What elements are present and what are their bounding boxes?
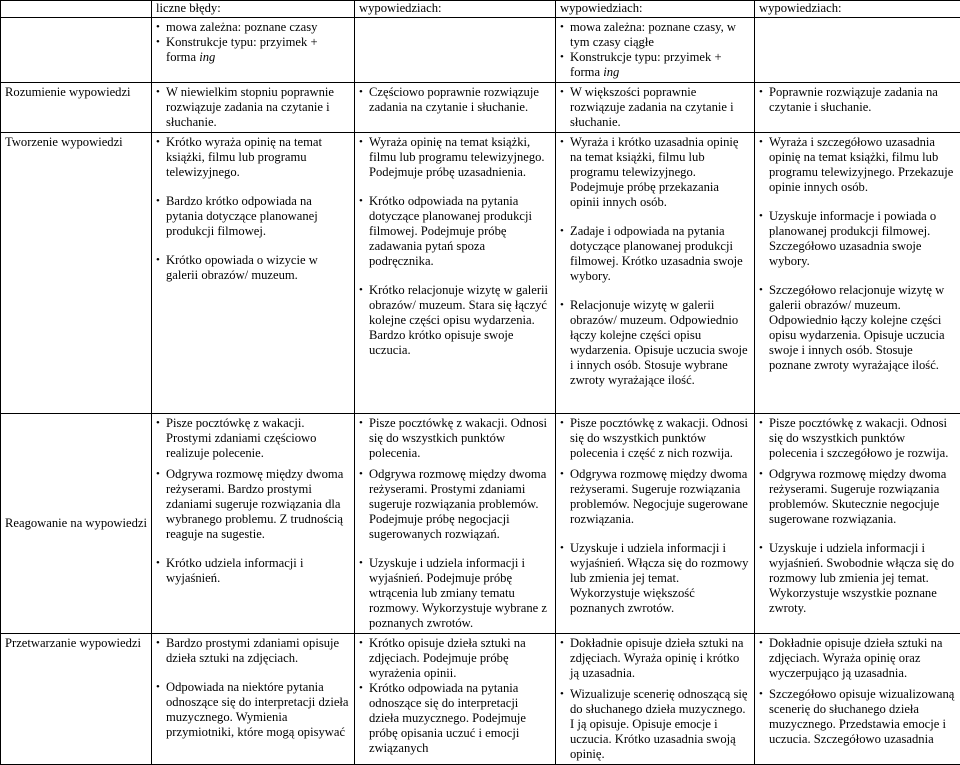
criterion-text: Krótko relacjonuje wizytę w galerii obrazów/ muzeum. Stara się łączyć kolejne części opisu wydarzenia. Bardzo krótko opisuje swoje uczucia. bbox=[369, 283, 551, 358]
criterion-text: W większości poprawnie rozwiązuje zadania na czytanie i słuchanie. bbox=[570, 85, 750, 130]
criterion-text: Dokładnie opisuje dzieła sztuki na zdjęciach. Wyraża opinię oraz wyczerpująco ją uzasadnia. bbox=[769, 636, 956, 681]
row-reagowanie: Reagowanie na wypowiedzi • Pisze pocztówkę z wakacji. Prostymi zdaniami częściowo realizuje polecenie. • Odgrywa rozmowę między dwoma reżyserami. Bardzo prostymi zdaniami sugeruje rozwiązania dla wybranego problemu. Z trudnością reaguje na sugestie. • Krótko udziela informacji i wyjaśnień. • Pisze pocztówkę z wakacji. Odnosi się do wszystkich punktów polecenia. • Odgrywa rozmowę między dwoma reżyserami. Prostymi zdaniami sugeruje rozwiązania problemów. Podejmuje próbę negocjacji sugerowanych rozwiązań. • Uzyskuje i udziela informacji i wyjaśnień. Podejmuje próbę wtrącenia lub zmiany tematu rozmowy. Wykorzystuje wybrane z poznanych zwrotów. • Pisze pocztówkę z wakacji. Odnosi się do wszystkich punktów polecenia i część z nich rozwija. • Odgrywa rozmowę między dwoma reżyserami. Sugeruje rozwiązania problemów. Negocjuje sugerowane rozwiązania. • Uzyskuje i udziela informacji i wyjaśnień. Włącza się do rozmowy lub zmienia jej temat. Wykorzystuje większość poznanych zwrotów. • Pisze pocztówkę z wakacji. Odnosi się do wszystkich punktów polecenia i szczegółowo je rozwija. • Odgrywa rozmowę między dwoma reżyserami. Sugeruje rozwiązania problemów. Skutecznie negocjuje sugerowane rozwiązania. • Uzyskuje i udziela informacji i wyjaśnień. Swobodnie włącza się do rozmowy lub zmienia jej temat. Wykorzystuje wszystkie poznane zwroty. bbox=[1, 414, 960, 634]
grammar-cell-1: • mowa zależna: poznane czasy • Konstrukcje typu: przyimek + forma ing bbox=[152, 18, 355, 83]
header-cell-4: wypowiedziach: bbox=[755, 1, 960, 18]
grammar-row bbox=[1, 18, 960, 83]
criterion-text: Uzyskuje i udziela informacji i wyjaśnień. Podejmuje próbę wtrącenia lub zmiany tematu rozmowy. Wykorzystuje wybrane z poznanych zwrotów. bbox=[369, 556, 551, 631]
criterion-text: W niewielkim stopniu poprawnie rozwiązuje zadania na czytanie i słuchanie. bbox=[166, 85, 350, 130]
header-cell-3: wypowiedziach: bbox=[556, 1, 755, 18]
row-przetwarzanie: Przetwarzanie wypowiedzi • Bardzo prostymi zdaniami opisuje dzieła sztuki na zdjęciach. • Odpowiada na niektóre pytania odnoszące się do interpretacji dzieła muzycznego. Wymienia przymiotniki, które mogą opisywać • Krótko opisuje dzieła sztuki na zdjęciach. Podejmuje próbę wyrażenia opinii. • Krótko odpowiada na pytania odnoszące się do interpretacji dzieła muzycznego. Podejmuje próbę opisania uczuć i emocji związanych • Dokładnie opisuje dzieła sztuki na zdjęciach. Wyraża opinię i krótko ją uzasadnia. • Wizualizuje scenerię odnoszącą się do słuchanego dzieła muzycznego. I ją opisuje. Opisuje emocje i uczucia. Krótko uzasadnia swoją opinię. • Dokładnie opisuje dzieła sztuki na zdjęciach. Wyraża opinię oraz wyczerpująco ją uzasadnia. • Szczegółowo opisuje wizualizowaną scenerię do słuchanego dzieła muzycznego. Przedstawia emocje i uczucia. Szczegółowo uzasadnia bbox=[1, 634, 960, 765]
row-label: Tworzenie wypowiedzi bbox=[1, 133, 152, 414]
criterion-text: Odgrywa rozmowę między dwoma reżyserami. Sugeruje rozwiązania problemów. Skutecznie negocjuje sugerowane rozwiązania. bbox=[769, 467, 956, 527]
criterion-text: Częściowo poprawnie rozwiązuje zadania na czytanie i słuchanie. bbox=[369, 85, 551, 115]
header-cell-2: wypowiedziach: bbox=[355, 1, 556, 18]
criterion-text: Uzyskuje i udziela informacji i wyjaśnień. Włącza się do rozmowy lub zmienia jej temat. Wykorzystuje większość poznanych zwrotów. bbox=[570, 541, 750, 616]
row-label: Przetwarzanie wypowiedzi bbox=[1, 634, 152, 765]
row-tworzenie: Tworzenie wypowiedzi • Krótko wyraża opinię na temat książki, filmu lub programu telewizyjnego. • Bardzo krótko odpowiada na pytania dotyczące planowanej produkcji filmowej. • Krótko opowiada o wizycie w galerii obrazów/ muzeum. • Wyraża opinię na temat książki, filmu lub programu telewizyjnego. Podejmuje próbę uzasadnienia. • Krótko odpowiada na pytania dotyczące planowanej produkcji filmowej. Podejmuje próbę zadawania pytań spoza podręcznika. • Krótko relacjonuje wizytę w galerii obrazów/ muzeum. Stara się łączyć kolejne części opisu wydarzenia. Bardzo krótko opisuje swoje uczucia. • Wyraża i krótko uzasadnia opinię na temat książki, filmu lub programu telewizyjnego. Podejmuje próbę przekazania opinii innych osób. • Zadaje i odpowiada na pytania dotyczące planowanej produkcji filmowej. Krótko uzasadnia swoje wybory. • Relacjonuje wizytę w galerii obrazów/ muzeum. Odpowiednio łączy kolejne części opisu wydarzenia. Opisuje uczucia swoje i innych osób. Stosuje wybrane zwroty wyrażające ilość. • Wyraża i szczegółowo uzasadnia opinię na temat książki, filmu lub programu telewizyjnego. Przekazuje opinie innych osób. • Uzyskuje informacje i powiada o planowanej produkcji filmowej. Szczegółowo uzasadnia swoje wybory. • Szczegółowo relacjonuje wizytę w galerii obrazów/ muzeum. Odpowiednio łączy kolejne części opisu wydarzenia. Opisuje uczucia swoje i innych osób. Stosuje poznane zwroty wyrażające ilość. bbox=[1, 133, 960, 414]
criterion-text: Pisze pocztówkę z wakacji. Odnosi się do wszystkich punktów polecenia i część z nich rozwija. bbox=[570, 416, 750, 461]
header-cell-0 bbox=[1, 1, 152, 18]
criterion-text: Krótko odpowiada na pytania dotyczące planowanej produkcji filmowej. Podejmuje próbę zadawania pytań spoza podręcznika. bbox=[369, 194, 551, 269]
criterion-text: Pisze pocztówkę z wakacji. Odnosi się do wszystkich punktów polecenia i szczegółowo je rozwija. bbox=[769, 416, 956, 461]
criterion-text: Krótko wyraża opinię na temat książki, filmu lub programu telewizyjnego. bbox=[166, 135, 350, 180]
criterion-text: Krótko odpowiada na pytania odnoszące się do interpretacji dzieła muzycznego. Podejmuje próbę opisania uczuć i emocji związanych bbox=[369, 681, 551, 756]
grammar-cell-3: • mowa zależna: poznane czasy, w tym czasy ciągłe • Konstrukcje typu: przyimek + forma ing bbox=[556, 18, 755, 83]
criterion-text: Odpowiada na niektóre pytania odnoszące się do interpretacji dzieła muzycznego. Wymienia przymiotniki, które mogą opisywać bbox=[166, 680, 350, 740]
criterion-text: Odgrywa rozmowę między dwoma reżyserami. Sugeruje rozwiązania problemów. Negocjuje sugerowane rozwiązania. bbox=[570, 467, 750, 527]
row-label: Rozumienie wypowiedzi bbox=[1, 83, 152, 133]
criterion-text: Szczegółowo opisuje wizualizowaną scenerię do słuchanego dzieła muzycznego. Przedstawia emocje i uczucia. Szczegółowo uzasadnia bbox=[769, 687, 956, 747]
criterion-text: Odgrywa rozmowę między dwoma reżyserami. Prostymi zdaniami sugeruje rozwiązania problemów. Podejmuje próbę negocjacji sugerowanych rozwiązań. bbox=[369, 467, 551, 542]
header-cell-1: liczne błędy: bbox=[152, 1, 355, 18]
criterion-text: Wizualizuje scenerię odnoszącą się do słuchanego dzieła muzycznego. I ją opisuje. Opisuje emocje i uczucia. Krótko uzasadnia swoją opinię. bbox=[570, 687, 750, 762]
criterion-text: Uzyskuje i udziela informacji i wyjaśnień. Swobodnie włącza się do rozmowy lub zmienia jej temat. Wykorzystuje wszystkie poznane zwroty. bbox=[769, 541, 956, 616]
row-label: Reagowanie na wypowiedzi bbox=[1, 414, 152, 634]
criterion-text: Wyraża opinię na temat książki, filmu lub programu telewizyjnego. Podejmuje próbę uzasadnienia. bbox=[369, 135, 551, 180]
row-rozumienie: Rozumienie wypowiedzi • W niewielkim stopniu poprawnie rozwiązuje zadania na czytanie i słuchanie. • Częściowo poprawnie rozwiązuje zadania na czytanie i słuchanie. • W większości poprawnie rozwiązuje zadania na czytanie i słuchanie. • Poprawnie rozwiązuje zadania na czytanie i słuchanie. bbox=[1, 83, 960, 133]
criterion-text: Zadaje i odpowiada na pytania dotyczące planowanej produkcji filmowej. Krótko uzasadnia swoje wybory. bbox=[570, 224, 750, 284]
criterion-text: Uzyskuje informacje i powiada o planowanej produkcji filmowej. Szczegółowo uzasadnia swoje wybory. bbox=[769, 209, 956, 269]
criterion-text: Krótko opisuje dzieła sztuki na zdjęciach. Podejmuje próbę wyrażenia opinii. bbox=[369, 636, 551, 681]
criterion-text: Krótko opowiada o wizycie w galerii obrazów/ muzeum. bbox=[166, 253, 350, 283]
criterion-text: Bardzo prostymi zdaniami opisuje dzieła sztuki na zdjęciach. bbox=[166, 636, 350, 666]
criterion-text: Wyraża i krótko uzasadnia opinię na temat książki, filmu lub programu telewizyjnego. Podejmuje próbę przekazania opinii innych osób. bbox=[570, 135, 750, 210]
criterion-text: Krótko udziela informacji i wyjaśnień. bbox=[166, 556, 350, 586]
criterion-text: Pisze pocztówkę z wakacji. Prostymi zdaniami częściowo realizuje polecenie. bbox=[166, 416, 350, 461]
criterion-text: Odgrywa rozmowę między dwoma reżyserami. Bardzo prostymi zdaniami sugeruje rozwiązania dla wybranego problemu. Z trudnością reaguje na sugestie. bbox=[166, 467, 350, 542]
criterion-text: Wyraża i szczegółowo uzasadnia opinię na temat książki, filmu lub programu telewizyjnego. Przekazuje opinie innych osób. bbox=[769, 135, 956, 195]
criterion-text: Szczegółowo relacjonuje wizytę w galerii obrazów/ muzeum. Odpowiednio łączy kolejne części opisu wydarzenia. Opisuje uczucia swoje i innych osób. Stosuje poznane zwroty wyrażające ilość. bbox=[769, 283, 956, 373]
criterion-text: Poprawnie rozwiązuje zadania na czytanie i słuchanie. bbox=[769, 85, 956, 115]
criterion-text: Dokładnie opisuje dzieła sztuki na zdjęciach. Wyraża opinię i krótko ją uzasadnia. bbox=[570, 636, 750, 681]
header-row bbox=[1, 1, 960, 18]
criterion-text: Relacjonuje wizytę w galerii obrazów/ muzeum. Odpowiednio łączy kolejne części opisu wydarzenia. Opisuje uczucia swoje i innych osób. Stosuje wybrane zwroty wyrażające ilość. bbox=[570, 298, 750, 388]
criterion-text: Bardzo krótko odpowiada na pytania dotyczące planowanej produkcji filmowej. bbox=[166, 194, 350, 239]
criterion-text: Pisze pocztówkę z wakacji. Odnosi się do wszystkich punktów polecenia. bbox=[369, 416, 551, 461]
